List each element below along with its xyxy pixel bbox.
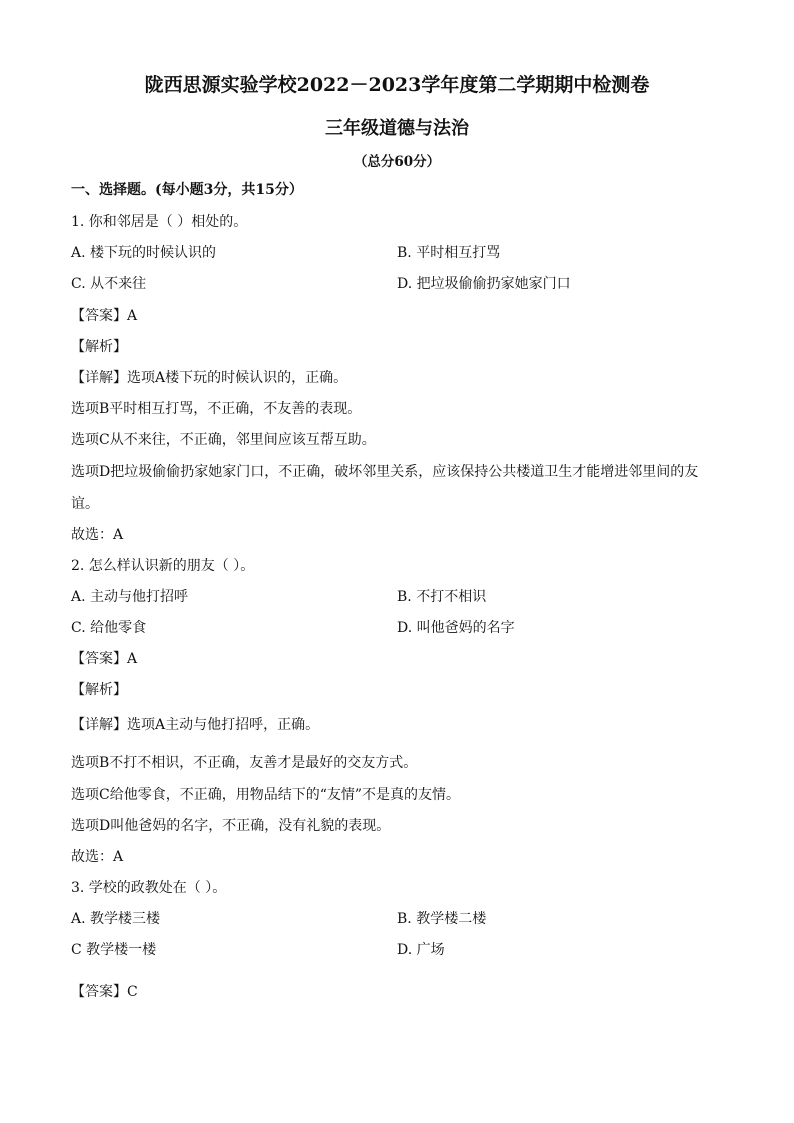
q3-answer: 【答案】C	[71, 984, 138, 1000]
q1-option-b: B. 平时相互打骂	[397, 245, 501, 261]
q2-detail-2: 选项B不打不相识，不正确，友善才是最好的交友方式。	[71, 755, 418, 771]
section-heading: 一、选择题。(每小题3分，共15分）	[71, 182, 303, 198]
score-note: （总分60分）	[353, 154, 441, 170]
q1-detail-5: 谊。	[71, 496, 99, 512]
q2-answer: 【答案】A	[71, 651, 138, 667]
q1-option-d: D. 把垃圾偷偷扔家她家门口	[397, 276, 571, 292]
q2-option-c: C. 给他零食	[71, 620, 147, 636]
q2-detail-4: 选项D叫他爸妈的名字，不正确，没有礼貌的表现。	[71, 818, 391, 834]
q1-option-c: C. 从不来往	[71, 276, 147, 292]
q1-detail-1: 【详解】选项A楼下玩的时候认识的，正确。	[71, 370, 348, 386]
q2-option-b: B. 不打不相识	[397, 589, 487, 605]
q2-detail-3: 选项C给他零食，不正确，用物品结下的“友情”不是真的友情。	[71, 787, 461, 803]
q1-option-a: A. 楼下玩的时候认识的	[71, 245, 217, 261]
q1-detail-4: 选项D把垃圾偷偷扔家她家门口，不正确，破坏邻里关系，应该保持公共楼道卫生才能增进邻里间的友	[71, 464, 699, 480]
q1-analysis-label: 【解析】	[71, 339, 127, 355]
q2-stem: 2. 怎么样认识新的朋友（ ）。	[71, 558, 255, 574]
q3-option-c: C 教学楼一楼	[71, 942, 157, 958]
q2-analysis-label: 【解析】	[71, 682, 127, 698]
exam-title: 陇西思源实验学校2022－2023学年度第二学期期中检测卷	[144, 74, 650, 96]
q2-option-d: D. 叫他爸妈的名字	[397, 620, 515, 636]
q3-stem: 3. 学校的政教处在（ ）。	[71, 880, 227, 896]
q1-detail-2: 选项B平时相互打骂，不正确，不友善的表现。	[71, 401, 362, 417]
q1-answer: 【答案】A	[71, 308, 138, 324]
q3-option-b: B. 教学楼二楼	[397, 911, 487, 927]
q1-detail-3: 选项C从不来往，不正确，邻里间应该互帮互助。	[71, 432, 376, 448]
q1-choose: 故选：A	[71, 527, 124, 543]
q3-option-a: A. 教学楼三楼	[71, 911, 161, 927]
q1-stem: 1. 你和邻居是（ ）相处的。	[71, 214, 248, 230]
q2-choose: 故选：A	[71, 849, 124, 865]
q3-option-d: D. 广场	[397, 942, 445, 958]
exam-subtitle: 三年级道德与法治	[325, 118, 469, 139]
q2-detail-1: 【详解】选项A主动与他打招呼，正确。	[71, 717, 320, 733]
q2-option-a: A. 主动与他打招呼	[71, 589, 189, 605]
